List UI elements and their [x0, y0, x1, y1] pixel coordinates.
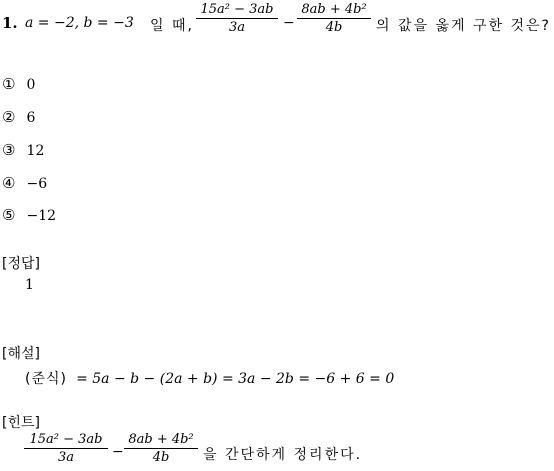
explanation-line	[25, 368, 394, 388]
question-fraction-2	[297, 2, 371, 35]
hint-heading: [힌트]	[2, 415, 40, 431]
question-fraction-1-denominator: 3a	[228, 20, 246, 35]
question-fraction-1	[196, 2, 278, 35]
question-fraction-2-denominator: 4b	[325, 20, 343, 35]
question-operator: −	[283, 15, 295, 31]
hint-fraction-2	[124, 432, 198, 465]
choice-mark: ④	[2, 174, 16, 192]
choice-item[interactable]	[2, 173, 47, 192]
choice-value: 0	[26, 77, 36, 93]
question-condition: a = −2, b = −3	[25, 15, 134, 31]
hint-fraction-1-denominator: 3a	[57, 450, 75, 465]
choice-mark: ②	[2, 108, 16, 126]
choice-value: −12	[26, 208, 57, 224]
explanation-body: = 5a − b − (2a + b) = 3a − 2b = −6 + 6 = 0	[76, 371, 395, 387]
explanation-prefix: (준식)	[25, 371, 67, 387]
hint-fraction-1	[24, 432, 108, 465]
question-fraction-1-numerator: 15a² − 3ab	[200, 2, 274, 17]
choice-value: −6	[26, 176, 48, 192]
choice-item[interactable]	[2, 205, 56, 224]
hint-operator: −	[112, 444, 124, 460]
hint-fraction-2-denominator: 4b	[152, 450, 170, 465]
choice-mark: ⑤	[2, 206, 16, 224]
question-fraction-2-numerator: 8ab + 4b²	[301, 2, 367, 17]
hint-tail: 을 간단하게 정리한다.	[203, 447, 363, 463]
explanation-heading: [해설]	[2, 346, 40, 362]
answer-heading: [정답]	[2, 256, 40, 272]
question-tail: 의 값을 옳게 구한 것은?	[376, 18, 551, 34]
choice-item[interactable]	[2, 74, 35, 93]
question-number: 1.	[2, 14, 18, 32]
choice-value: 12	[26, 143, 45, 159]
choice-mark: ①	[2, 75, 16, 93]
choice-value: 6	[26, 110, 36, 126]
answer-value: 1	[25, 277, 34, 293]
hint-fraction-2-numerator: 8ab + 4b²	[128, 432, 194, 447]
choice-item[interactable]	[2, 140, 44, 159]
question-condition-suffix: 일 때,	[150, 18, 194, 34]
choice-item[interactable]	[2, 107, 35, 126]
hint-fraction-1-numerator: 15a² − 3ab	[29, 432, 103, 447]
choice-mark: ③	[2, 141, 16, 159]
